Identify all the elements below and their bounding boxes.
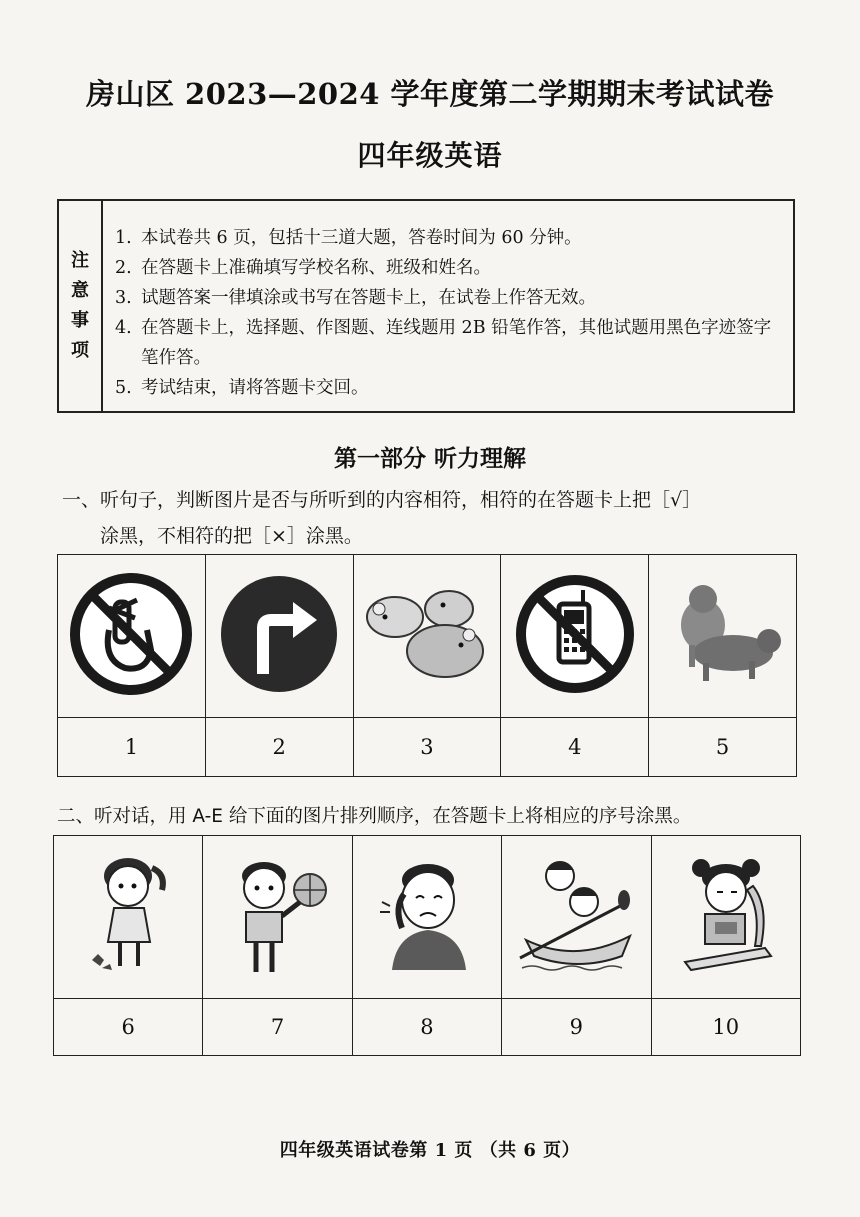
exam-title: 房山区 2023—2024 学年度第二学期期末考试试卷 bbox=[85, 77, 775, 111]
picture-cell bbox=[54, 836, 203, 999]
notice-item-number: 4. bbox=[115, 318, 132, 338]
picture-number: 2 bbox=[205, 718, 353, 777]
notice-item bbox=[115, 283, 783, 313]
picture-number: 9 bbox=[502, 999, 651, 1056]
page-footer: 四年级英语试卷第 1 页 （共 6 页） bbox=[279, 1140, 581, 1161]
picture-cell bbox=[58, 555, 206, 718]
turn-right-sign-icon bbox=[217, 572, 341, 700]
picture-cell bbox=[352, 836, 501, 999]
picture-cell bbox=[203, 836, 352, 999]
section-1-line-2: 涂黑，不相符的把［×］涂黑。 bbox=[100, 525, 363, 547]
section-1-picture-table bbox=[57, 554, 797, 777]
notice-list bbox=[115, 223, 783, 403]
exam-subtitle: 四年级英语 bbox=[357, 139, 503, 172]
notice-item-number: 2. bbox=[115, 258, 132, 278]
picture-number: 8 bbox=[352, 999, 501, 1056]
girl-littering-icon bbox=[78, 850, 178, 984]
notice-heading-char: 事 bbox=[71, 310, 89, 331]
notice-item bbox=[115, 313, 783, 373]
notice-item bbox=[115, 253, 783, 283]
picture-number: 7 bbox=[203, 999, 352, 1056]
section-2-instructions bbox=[57, 802, 847, 832]
notice-heading-char: 项 bbox=[71, 340, 89, 361]
section-1-line-1: 一、听句子，判断图片是否与所听到的内容相符，相符的在答题卡上把［√］ bbox=[62, 489, 702, 511]
picture-cell bbox=[353, 555, 501, 718]
hamsters-icon bbox=[361, 579, 493, 693]
notice-item-text: 本试卷共 6 页，包括十三道大题，答卷时间为 60 分钟。 bbox=[141, 228, 582, 248]
notice-heading-char: 意 bbox=[71, 280, 89, 301]
picture-number: 1 bbox=[58, 718, 206, 777]
no-phone-sign-icon bbox=[513, 572, 637, 700]
sick-boy-icon bbox=[372, 850, 482, 984]
section-1-instructions bbox=[62, 482, 802, 554]
notice-item bbox=[115, 373, 783, 403]
picture-cell bbox=[205, 555, 353, 718]
notice-box bbox=[57, 199, 795, 413]
notice-item-number: 1. bbox=[115, 228, 132, 248]
part-heading: 第一部分 听力理解 bbox=[333, 446, 526, 472]
notice-item-text: 考试结束，请将答题卡交回。 bbox=[141, 378, 369, 398]
picture-number: 4 bbox=[501, 718, 649, 777]
picture-cell bbox=[651, 836, 800, 999]
no-loud-talking-sign-icon bbox=[69, 572, 193, 700]
picture-cell bbox=[649, 555, 797, 718]
notice-item bbox=[115, 223, 783, 253]
notice-item-text: 在答题卡上，选择题、作图题、连线题用 2B 铅笔作答，其他试题用黑色字迹签字笔作答。 bbox=[141, 318, 772, 368]
notice-heading bbox=[59, 201, 103, 411]
puppies-icon bbox=[663, 579, 783, 693]
picture-number: 6 bbox=[54, 999, 203, 1056]
section-2-line-1: 二、听对话，用 A-E 给下面的图片排列顺序，在答题卡上将相应的序号涂黑。 bbox=[57, 806, 692, 827]
boy-basketball-icon bbox=[218, 850, 338, 984]
girl-reading-icon bbox=[671, 850, 781, 984]
rowing-boat-icon bbox=[512, 850, 640, 984]
picture-number: 10 bbox=[651, 999, 800, 1056]
picture-number: 3 bbox=[353, 718, 501, 777]
notice-item-text: 在答题卡上准确填写学校名称、班级和姓名。 bbox=[141, 258, 491, 278]
section-2-picture-table bbox=[53, 835, 801, 1056]
notice-item-text: 试题答案一律填涂或书写在答题卡上，在试卷上作答无效。 bbox=[141, 288, 596, 308]
picture-number: 5 bbox=[649, 718, 797, 777]
notice-heading-char: 注 bbox=[71, 250, 89, 271]
picture-cell bbox=[502, 836, 651, 999]
notice-item-number: 5. bbox=[115, 378, 132, 398]
notice-item-number: 3. bbox=[115, 288, 132, 308]
picture-cell bbox=[501, 555, 649, 718]
